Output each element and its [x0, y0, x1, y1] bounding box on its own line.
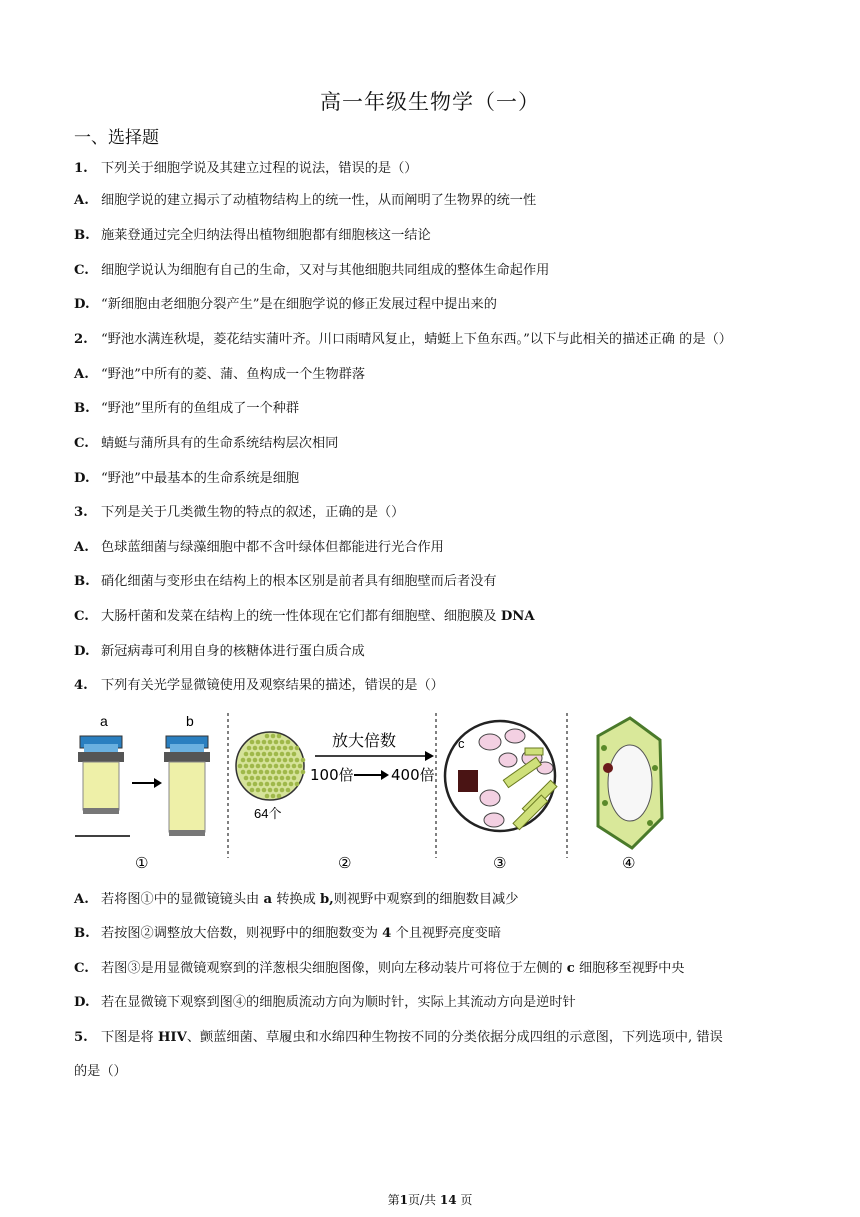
option-text: 若图③是用显微镜观察到的洋葱根尖细胞图像，则向左移动装片可将位于左侧的: [101, 961, 567, 976]
mag-from: 100倍: [310, 766, 354, 784]
question-number: 1.: [74, 161, 88, 176]
option-label: A.: [74, 892, 89, 907]
lens-b-body: [169, 762, 205, 832]
page-footer: [0, 1191, 860, 1208]
cell-dot: [268, 752, 273, 757]
option-text: 若按图②调整放大倍数，则视野中的细胞数变为: [101, 926, 383, 941]
q3-option-c: [74, 605, 535, 624]
lens-b-collar: [164, 752, 210, 762]
q2-option-d: [74, 467, 299, 486]
question-4: [74, 674, 444, 693]
question-number: 5.: [74, 1030, 88, 1045]
cell: [499, 753, 517, 767]
question-5-line-2: [74, 1060, 127, 1079]
footer-text: 页/共: [407, 1193, 440, 1207]
cell-dot: [280, 764, 285, 769]
cell-dot: [274, 788, 279, 793]
option-text-bold: c: [566, 961, 575, 976]
q2-option-c: [74, 432, 338, 451]
footer-text: 第: [387, 1193, 400, 1207]
option-label: B.: [74, 926, 90, 941]
cell-dot: [265, 794, 270, 799]
option-label: B.: [74, 574, 90, 589]
cell-dot: [280, 776, 285, 781]
cell: [505, 729, 525, 743]
option-label: C.: [74, 961, 89, 976]
cell-dot: [289, 746, 294, 751]
option-text: 则视野中观察到的细胞数目减少: [333, 892, 519, 907]
cell-dot: [268, 788, 273, 793]
question-stem: 、颤蓝细菌、草履虫和水绵四种生物按不同的分类依据分成四组的示意图，下列选项中, 错误: [186, 1030, 723, 1045]
lens-a-body: [83, 762, 119, 810]
cell-dot: [295, 758, 300, 763]
cell-dot: [244, 764, 249, 769]
cell-dot: [283, 782, 288, 787]
option-text: “野池”中最基本的生命系统是细胞: [101, 471, 300, 486]
lens-b-tip: [169, 830, 205, 836]
option-text: 色球蓝细菌与绿藻细胞中都不含叶绿体但都能进行光合作用: [101, 540, 444, 555]
cell-dot: [277, 746, 282, 751]
q3-option-a: [74, 536, 444, 555]
cell: [480, 790, 500, 806]
option-text-bold: a: [263, 892, 272, 907]
cell-dot: [301, 770, 306, 775]
cell-dot: [265, 746, 270, 751]
option-text: 大肠杆菌和发菜在结构上的统一性体现在它们都有细胞壁、细胞膜及: [101, 609, 501, 624]
panel-3-label: ③: [493, 854, 507, 872]
cell-dot: [289, 782, 294, 787]
q2-option-a: [74, 363, 365, 382]
chloroplast: [647, 820, 653, 826]
cell-dot: [283, 746, 288, 751]
cell-dot: [295, 770, 300, 775]
cell: [484, 813, 504, 827]
cell-dot: [277, 770, 282, 775]
cell-dot: [250, 776, 255, 781]
q1-option-a: [74, 189, 536, 208]
cell-dot: [271, 782, 276, 787]
cell-dot: [238, 764, 243, 769]
option-label: D.: [74, 471, 90, 486]
q1-option-b: [74, 224, 431, 243]
option-label: D.: [74, 644, 90, 659]
cell-dot: [262, 776, 267, 781]
cell-dot: [286, 740, 291, 745]
option-text-bold: b,: [319, 892, 334, 907]
cell-dot: [274, 740, 279, 745]
cell-dot: [283, 770, 288, 775]
cell-dot: [259, 746, 264, 751]
root-cell: [525, 748, 543, 755]
cell-dot: [265, 782, 270, 787]
mag-arrow-head: [381, 770, 389, 780]
option-text: 细胞学说认为细胞有自己的生命，又对与其他细胞共同组成的整体生命起作用: [101, 263, 550, 278]
q3-option-d: [74, 640, 365, 659]
cell-dot: [289, 758, 294, 763]
cell-dot: [253, 770, 258, 775]
q4-option-d: [74, 991, 576, 1010]
cell-dot: [271, 794, 276, 799]
chloroplast: [601, 745, 607, 751]
cell-dot: [292, 776, 297, 781]
cell-dot: [274, 764, 279, 769]
option-label: A.: [74, 367, 89, 382]
lens-b-label: b: [186, 713, 194, 729]
cell-dot: [256, 764, 261, 769]
cell-dot: [259, 770, 264, 775]
option-label: A.: [74, 193, 89, 208]
cell-dot: [256, 788, 261, 793]
magnify-title: 放大倍数: [332, 731, 397, 750]
option-label: B.: [74, 228, 90, 243]
q4-option-c: [74, 957, 685, 976]
cell-dot: [265, 770, 270, 775]
cell-dot: [283, 758, 288, 763]
cell-dot: [274, 776, 279, 781]
page-title: 高一年级生物学（一）: [320, 90, 540, 114]
option-text: 转换成: [272, 892, 320, 907]
question-stem: 下列关于细胞学说及其建立过程的说法，错误的是（）: [101, 161, 418, 176]
mag-to: 400倍: [391, 766, 435, 784]
lens-b-ring: [170, 744, 204, 752]
cell-dot: [277, 758, 282, 763]
chloroplast: [602, 800, 608, 806]
microscope-figure: [70, 708, 670, 878]
cell-dot: [253, 782, 258, 787]
panel-1: [75, 713, 210, 872]
nucleus: [603, 763, 613, 773]
current-page: 1: [399, 1193, 408, 1207]
cell-dot: [286, 764, 291, 769]
cell-count: 64个: [254, 806, 282, 821]
cell-dot: [253, 746, 258, 751]
question-number: 3.: [74, 505, 88, 520]
cell-dot: [256, 776, 261, 781]
question-1: [74, 157, 418, 176]
option-text: “野池”中所有的菱、蒲、鱼构成一个生物群落: [101, 367, 366, 382]
question-number: 4.: [74, 678, 88, 693]
option-text: 施莱登通过完全归纳法得出植物细胞都有细胞核这一结论: [101, 228, 431, 243]
cell-dot: [295, 746, 300, 751]
question-stem-bold: HIV: [157, 1030, 187, 1045]
option-text-bold: DNA: [500, 609, 535, 624]
section-heading: 一、选择题: [74, 128, 159, 148]
cell-dot: [271, 758, 276, 763]
cell-dot: [286, 752, 291, 757]
panel-2: [236, 731, 435, 872]
cell-dot: [268, 740, 273, 745]
q1-option-c: [74, 259, 549, 278]
cell-dot: [244, 752, 249, 757]
cell-dot: [244, 776, 249, 781]
cell-dot: [271, 734, 276, 739]
cell-dot: [268, 764, 273, 769]
option-text: 蜻蜓与蒲所具有的生命系统结构层次相同: [101, 436, 339, 451]
panel-1-label: ①: [135, 854, 149, 872]
cell-dot: [247, 746, 252, 751]
option-label: C.: [74, 263, 89, 278]
cell-c-label: c: [458, 736, 465, 751]
option-text: 细胞移至视野中央: [574, 961, 685, 976]
q1-option-d: [74, 293, 497, 312]
option-label: C.: [74, 609, 89, 624]
cell-dot: [277, 794, 282, 799]
cell-dot: [280, 752, 285, 757]
cell-dot: [271, 770, 276, 775]
panel-2-label: ②: [338, 854, 352, 872]
cell-dot: [265, 758, 270, 763]
cell-dot: [265, 734, 270, 739]
q4-option-b: [74, 922, 501, 941]
question-stem: 下图是将: [101, 1030, 158, 1045]
option-text: “新细胞由老细胞分裂产生”是在细胞学说的修正发展过程中提出来的: [101, 297, 497, 312]
question-stem: 的是（）: [74, 1064, 127, 1079]
cell-dot: [292, 752, 297, 757]
cell-dot: [241, 758, 246, 763]
cell-dot: [259, 782, 264, 787]
cell-dot: [271, 746, 276, 751]
q4-option-a: [74, 888, 518, 907]
cell-dot: [250, 740, 255, 745]
option-label: D.: [74, 995, 90, 1010]
cell-dot: [250, 788, 255, 793]
total-pages: 14: [439, 1193, 457, 1207]
cell-dot: [247, 758, 252, 763]
cell-dot: [268, 776, 273, 781]
option-text: 硝化细菌与变形虫在结构上的根本区别是前者具有细胞壁而后者没有: [101, 574, 497, 589]
cell-dot: [295, 782, 300, 787]
panel-4: [598, 718, 662, 872]
option-text: 若在显微镜下观察到图④的细胞质流动方向为顺时针，实际上其流动方向是逆时针: [101, 995, 576, 1010]
option-text: 若将图①中的显微镜镜头由: [101, 892, 264, 907]
option-label: D.: [74, 297, 90, 312]
question-5: [74, 1026, 723, 1045]
cell-dot: [250, 752, 255, 757]
cell-dot: [262, 764, 267, 769]
cell-dot: [277, 734, 282, 739]
option-text: 个且视野亮度变暗: [391, 926, 502, 941]
option-text: “野池”里所有的鱼组成了一个种群: [101, 401, 300, 416]
cell-dot: [301, 758, 306, 763]
cell-dot: [262, 752, 267, 757]
panel-3: [445, 721, 557, 872]
option-label: B.: [74, 401, 90, 416]
cell-dot: [256, 752, 261, 757]
cell-dot: [262, 788, 267, 793]
cell-dot: [292, 764, 297, 769]
cell-dot: [286, 776, 291, 781]
cell-dot: [289, 770, 294, 775]
lens-a-ring: [84, 744, 118, 752]
cell-dot: [256, 740, 261, 745]
cell-dot: [253, 758, 258, 763]
vacuole: [608, 745, 652, 821]
cell-dot: [286, 788, 291, 793]
footer-text: 页: [456, 1193, 473, 1207]
option-text-bold: 4: [382, 926, 392, 941]
option-text: 细胞学说的建立揭示了动植物结构上的统一性，从而阐明了生物界的统一性: [101, 193, 537, 208]
cell-c-dark: [458, 770, 478, 792]
cell-dot: [274, 752, 279, 757]
chloroplast: [652, 765, 658, 771]
cell-dot: [277, 782, 282, 787]
cell-dot: [262, 740, 267, 745]
question-number: 2.: [74, 332, 88, 347]
panel-4-label: ④: [622, 854, 636, 872]
cell: [479, 734, 501, 750]
magnify-arrow-head: [425, 751, 434, 761]
cell-dot: [241, 770, 246, 775]
cell-dot: [250, 764, 255, 769]
lens-a-tip: [83, 808, 119, 814]
option-label: A.: [74, 540, 89, 555]
cell-dot: [298, 764, 303, 769]
q2-option-b: [74, 397, 299, 416]
cell-dot: [259, 758, 264, 763]
arrow-head: [154, 778, 162, 788]
cell-dot: [280, 788, 285, 793]
q3-option-b: [74, 570, 497, 589]
question-stem: “野池水满连秋堤，菱花结实蒲叶齐。川口雨晴风复止，蜻蜓上下鱼东西。”以下与此相关的描述正确 的是（）: [101, 332, 732, 347]
question-3: [74, 501, 404, 520]
cell-dot: [280, 740, 285, 745]
lens-a-label: a: [100, 713, 108, 729]
cell-dot: [247, 782, 252, 787]
option-label: C.: [74, 436, 89, 451]
cell-dot: [247, 770, 252, 775]
option-text: 新冠病毒可利用自身的核糖体进行蛋白质合成: [101, 644, 365, 659]
question-stem: 下列有关光学显微镜使用及观察结果的描述，错误的是（）: [101, 678, 444, 693]
question-2: [74, 328, 732, 347]
question-stem: 下列是关于几类微生物的特点的叙述，正确的是（）: [101, 505, 405, 520]
lens-a-collar: [78, 752, 124, 762]
